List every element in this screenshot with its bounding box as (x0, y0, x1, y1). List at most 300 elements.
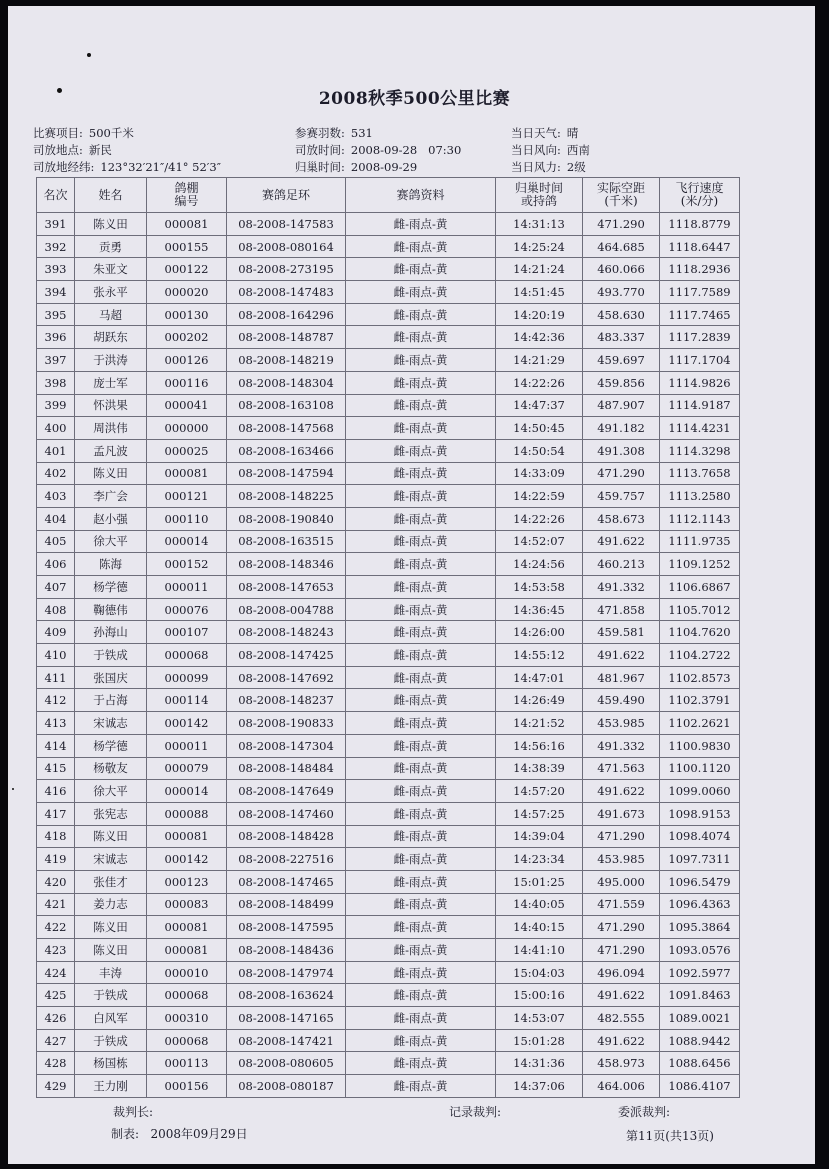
table-cell: 1118.2936 (660, 258, 740, 281)
table-cell: 000155 (147, 235, 227, 258)
table-cell: 459.856 (583, 371, 660, 394)
table-cell: 14:31:13 (496, 213, 583, 236)
table-cell: 000081 (147, 916, 227, 939)
table-cell: 14:23:34 (496, 848, 583, 871)
release-time-value: 2008-09-28 07:30 (350, 143, 462, 157)
table-cell: 408 (37, 598, 75, 621)
table-cell: 雌-雨点-黄 (346, 712, 496, 735)
table-cell: 14:21:24 (496, 258, 583, 281)
table-cell: 1086.4107 (660, 1075, 740, 1098)
table-cell: 460.066 (583, 258, 660, 281)
table-cell: 406 (37, 553, 75, 576)
table-cell: 1114.9187 (660, 394, 740, 417)
table-cell: 471.290 (583, 939, 660, 962)
table-cell: 427 (37, 1029, 75, 1052)
table-cell: 407 (37, 576, 75, 599)
table-cell: 1096.4363 (660, 893, 740, 916)
table-cell: 391 (37, 213, 75, 236)
table-cell: 000068 (147, 644, 227, 667)
table-cell: 000020 (147, 281, 227, 304)
table-cell: 于占海 (75, 689, 147, 712)
table-cell: 雌-雨点-黄 (346, 213, 496, 236)
table-cell: 000081 (147, 213, 227, 236)
table-cell: 000202 (147, 326, 227, 349)
wind-force-label: 当日风力: (511, 160, 561, 174)
assigned-judge-label: 委派裁判: (618, 1105, 671, 1119)
table-cell: 雌-雨点-黄 (346, 961, 496, 984)
table-row (37, 553, 740, 576)
prepared-date: 2008年09月29日 (150, 1127, 248, 1141)
release-time-info (295, 142, 461, 158)
table-cell: 000076 (147, 598, 227, 621)
table-cell: 15:01:25 (496, 870, 583, 893)
table-cell: 405 (37, 530, 75, 553)
table-cell: 1102.3791 (660, 689, 740, 712)
table-cell: 雌-雨点-黄 (346, 621, 496, 644)
table-cell: 朱亚文 (75, 258, 147, 281)
table-cell: 雌-雨点-黄 (346, 984, 496, 1007)
table-row (37, 485, 740, 508)
wind-dir-label: 当日风向: (511, 143, 561, 157)
table-cell: 14:25:24 (496, 235, 583, 258)
table-cell: 14:20:19 (496, 303, 583, 326)
table-row (37, 394, 740, 417)
column-header: 赛鸽足环 (227, 178, 346, 213)
table-cell: 雌-雨点-黄 (346, 1075, 496, 1098)
table-row (37, 371, 740, 394)
table-cell: 于铁成 (75, 644, 147, 667)
count-value: 531 (350, 126, 373, 140)
table-cell: 孟凡波 (75, 439, 147, 462)
table-cell: 鞠德伟 (75, 598, 147, 621)
table-cell: 雌-雨点-黄 (346, 553, 496, 576)
table-cell: 张国庆 (75, 666, 147, 689)
table-cell: 459.581 (583, 621, 660, 644)
table-cell: 460.213 (583, 553, 660, 576)
table-cell: 483.337 (583, 326, 660, 349)
table-cell: 14:52:07 (496, 530, 583, 553)
table-cell: 000130 (147, 303, 227, 326)
table-cell: 471.559 (583, 893, 660, 916)
table-cell: 08-2008-147583 (227, 213, 346, 236)
table-cell: 雌-雨点-黄 (346, 530, 496, 553)
table-row (37, 507, 740, 530)
table-cell: 000142 (147, 712, 227, 735)
table-cell: 雌-雨点-黄 (346, 371, 496, 394)
table-cell: 459.757 (583, 485, 660, 508)
table-cell: 393 (37, 258, 75, 281)
table-cell: 399 (37, 394, 75, 417)
speck-mark (12, 788, 14, 790)
table-cell: 491.622 (583, 530, 660, 553)
table-row (37, 780, 740, 803)
speck-mark (87, 53, 91, 57)
table-row (37, 916, 740, 939)
release-time-label: 司放时间: (295, 143, 345, 157)
table-cell: 000010 (147, 961, 227, 984)
table-cell: 怀洪果 (75, 394, 147, 417)
table-cell: 401 (37, 439, 75, 462)
table-cell: 雌-雨点-黄 (346, 757, 496, 780)
table-cell: 410 (37, 644, 75, 667)
table-cell: 08-2008-147594 (227, 462, 346, 485)
table-cell: 张永平 (75, 281, 147, 304)
column-header: 名次 (37, 178, 75, 213)
table-cell: 雌-雨点-黄 (346, 326, 496, 349)
table-row (37, 848, 740, 871)
table-cell: 421 (37, 893, 75, 916)
table-cell: 000152 (147, 553, 227, 576)
table-row (37, 893, 740, 916)
table-cell: 000122 (147, 258, 227, 281)
weather-value: 晴 (566, 126, 579, 140)
event-label: 比赛项目: (33, 126, 83, 140)
table-cell: 1117.1704 (660, 349, 740, 372)
table-cell: 08-2008-148484 (227, 757, 346, 780)
table-cell: 1100.9830 (660, 734, 740, 757)
table-cell: 14:39:04 (496, 825, 583, 848)
table-cell: 1114.3298 (660, 439, 740, 462)
table-cell: 416 (37, 780, 75, 803)
return-time-label: 归巢时间: (295, 160, 345, 174)
table-cell: 徐大平 (75, 530, 147, 553)
table-cell: 471.290 (583, 213, 660, 236)
table-cell: 14:51:45 (496, 281, 583, 304)
table-cell: 宋诚志 (75, 848, 147, 871)
table-cell: 雌-雨点-黄 (346, 689, 496, 712)
table-cell: 14:56:16 (496, 734, 583, 757)
table-cell: 000081 (147, 939, 227, 962)
table-cell: 000088 (147, 802, 227, 825)
table-cell: 08-2008-148237 (227, 689, 346, 712)
table-cell: 400 (37, 417, 75, 440)
table-cell: 1118.6447 (660, 235, 740, 258)
table-cell: 415 (37, 757, 75, 780)
table-cell: 481.967 (583, 666, 660, 689)
table-cell: 14:41:10 (496, 939, 583, 962)
table-cell: 1118.8779 (660, 213, 740, 236)
table-header-row (37, 178, 740, 213)
table-cell: 000025 (147, 439, 227, 462)
table-cell: 418 (37, 825, 75, 848)
weather-info (511, 125, 578, 141)
record-judge-label: 记录裁判: (449, 1105, 502, 1119)
table-cell: 000000 (147, 417, 227, 440)
table-cell: 雌-雨点-黄 (346, 303, 496, 326)
table-cell: 14:50:45 (496, 417, 583, 440)
table-cell: 08-2008-147421 (227, 1029, 346, 1052)
table-cell: 杨学德 (75, 734, 147, 757)
return-time-value: 2008-09-29 (350, 160, 418, 174)
table-cell: 000121 (147, 485, 227, 508)
table-cell: 000081 (147, 825, 227, 848)
table-cell: 412 (37, 689, 75, 712)
table-cell: 雌-雨点-黄 (346, 916, 496, 939)
table-row (37, 961, 740, 984)
page-info: 第11页(共13页) (626, 1129, 714, 1143)
table-cell: 458.673 (583, 507, 660, 530)
table-row (37, 1075, 740, 1098)
release-place-label: 司放地点: (33, 143, 83, 157)
table-cell: 1102.8573 (660, 666, 740, 689)
table-cell: 398 (37, 371, 75, 394)
table-cell: 409 (37, 621, 75, 644)
table-cell: 000081 (147, 462, 227, 485)
table-cell: 周洪伟 (75, 417, 147, 440)
event-value: 500千米 (88, 126, 134, 140)
table-cell: 08-2008-148304 (227, 371, 346, 394)
table-cell: 471.290 (583, 462, 660, 485)
table-cell: 1113.7658 (660, 462, 740, 485)
table-row (37, 644, 740, 667)
table-cell: 000014 (147, 780, 227, 803)
table-cell: 08-2008-004788 (227, 598, 346, 621)
return-time-info (295, 159, 417, 175)
table-cell: 雌-雨点-黄 (346, 825, 496, 848)
results-table (36, 177, 740, 1098)
table-cell: 陈义田 (75, 213, 147, 236)
release-place-info (33, 142, 112, 158)
table-row (37, 439, 740, 462)
table-row (37, 802, 740, 825)
table-cell: 14:22:26 (496, 371, 583, 394)
table-cell: 08-2008-163624 (227, 984, 346, 1007)
table-cell: 08-2008-147974 (227, 961, 346, 984)
table-cell: 491.332 (583, 734, 660, 757)
table-body (37, 213, 740, 1098)
table-cell: 08-2008-147465 (227, 870, 346, 893)
table-row (37, 417, 740, 440)
table-cell: 14:50:54 (496, 439, 583, 462)
table-cell: 000114 (147, 689, 227, 712)
table-cell: 000083 (147, 893, 227, 916)
table-cell: 14:55:12 (496, 644, 583, 667)
chief-judge-label: 裁判长: (113, 1105, 154, 1119)
table-row (37, 1007, 740, 1030)
table-row (37, 598, 740, 621)
coords-info (33, 159, 221, 175)
table-cell: 426 (37, 1007, 75, 1030)
table-cell: 453.985 (583, 848, 660, 871)
table-cell: 14:42:36 (496, 326, 583, 349)
table-cell: 雌-雨点-黄 (346, 870, 496, 893)
table-cell: 000113 (147, 1052, 227, 1075)
table-cell: 杨国栋 (75, 1052, 147, 1075)
coords-value: 123°32′21″/41° 52′3″ (100, 160, 222, 174)
table-cell: 396 (37, 326, 75, 349)
column-header: 鸽棚 编号 (147, 178, 227, 213)
table-row (37, 258, 740, 281)
column-header: 飞行速度 (米/分) (660, 178, 740, 213)
weather-label: 当日天气: (511, 126, 561, 140)
table-cell: 雌-雨点-黄 (346, 644, 496, 667)
table-cell: 491.332 (583, 576, 660, 599)
table-cell: 张宪志 (75, 802, 147, 825)
table-row (37, 1052, 740, 1075)
table-cell: 000110 (147, 507, 227, 530)
table-cell: 14:33:09 (496, 462, 583, 485)
table-cell: 雌-雨点-黄 (346, 893, 496, 916)
table-row (37, 462, 740, 485)
table-cell: 1102.2621 (660, 712, 740, 735)
table-cell: 000014 (147, 530, 227, 553)
table-cell: 424 (37, 961, 75, 984)
count-label: 参赛羽数: (295, 126, 345, 140)
table-cell: 14:37:06 (496, 1075, 583, 1098)
table-cell: 1106.6867 (660, 576, 740, 599)
table-cell: 15:01:28 (496, 1029, 583, 1052)
table-cell: 000156 (147, 1075, 227, 1098)
table-cell: 1111.9735 (660, 530, 740, 553)
table-row (37, 235, 740, 258)
wind-force-info (511, 159, 586, 175)
table-cell: 15:00:16 (496, 984, 583, 1007)
table-cell: 14:24:56 (496, 553, 583, 576)
table-cell: 08-2008-148346 (227, 553, 346, 576)
table-row (37, 303, 740, 326)
table-cell: 贡勇 (75, 235, 147, 258)
table-cell: 李广会 (75, 485, 147, 508)
table-cell: 395 (37, 303, 75, 326)
table-cell: 雌-雨点-黄 (346, 1029, 496, 1052)
table-cell: 000079 (147, 757, 227, 780)
table-cell: 413 (37, 712, 75, 735)
table-cell: 08-2008-148499 (227, 893, 346, 916)
table-cell: 雌-雨点-黄 (346, 417, 496, 440)
table-row (37, 621, 740, 644)
table-cell: 000107 (147, 621, 227, 644)
table-cell: 394 (37, 281, 75, 304)
table-cell: 张佳才 (75, 870, 147, 893)
table-cell: 白风军 (75, 1007, 147, 1030)
table-cell: 1104.7620 (660, 621, 740, 644)
table-row (37, 825, 740, 848)
table-cell: 姜力志 (75, 893, 147, 916)
table-cell: 08-2008-148219 (227, 349, 346, 372)
table-cell: 08-2008-148225 (227, 485, 346, 508)
table-cell: 471.290 (583, 916, 660, 939)
table-cell: 08-2008-147425 (227, 644, 346, 667)
table-cell: 雌-雨点-黄 (346, 802, 496, 825)
table-cell: 胡跃东 (75, 326, 147, 349)
table-cell: 471.290 (583, 825, 660, 848)
table-cell: 471.858 (583, 598, 660, 621)
table-cell: 14:21:52 (496, 712, 583, 735)
table-row (37, 757, 740, 780)
table-cell: 雌-雨点-黄 (346, 848, 496, 871)
coords-label: 司放地经纬: (33, 160, 95, 174)
table-cell: 雌-雨点-黄 (346, 1007, 496, 1030)
table-cell: 1091.8463 (660, 984, 740, 1007)
table-cell: 459.490 (583, 689, 660, 712)
table-cell: 453.985 (583, 712, 660, 735)
table-cell: 482.555 (583, 1007, 660, 1030)
table-cell: 08-2008-080164 (227, 235, 346, 258)
table-cell: 08-2008-147304 (227, 734, 346, 757)
table-row (37, 576, 740, 599)
table-cell: 14:26:00 (496, 621, 583, 644)
table-row (37, 213, 740, 236)
table-cell: 491.622 (583, 780, 660, 803)
table-cell: 14:47:37 (496, 394, 583, 417)
table-cell: 陈义田 (75, 825, 147, 848)
table-cell: 1114.9826 (660, 371, 740, 394)
table-row (37, 326, 740, 349)
table-cell: 08-2008-273195 (227, 258, 346, 281)
table-cell: 14:38:39 (496, 757, 583, 780)
table-cell: 08-2008-227516 (227, 848, 346, 871)
table-cell: 14:57:25 (496, 802, 583, 825)
table-cell: 14:40:05 (496, 893, 583, 916)
release-place-value: 新民 (88, 143, 112, 157)
table-cell: 397 (37, 349, 75, 372)
table-cell: 14:53:07 (496, 1007, 583, 1030)
table-cell: 420 (37, 870, 75, 893)
table-cell: 495.000 (583, 870, 660, 893)
table-cell: 1098.4074 (660, 825, 740, 848)
table-cell: 陈义田 (75, 462, 147, 485)
table-cell: 000142 (147, 848, 227, 871)
table-cell: 1100.1120 (660, 757, 740, 780)
table-cell: 08-2008-147595 (227, 916, 346, 939)
table-cell: 杨学德 (75, 576, 147, 599)
table-cell: 马超 (75, 303, 147, 326)
table-cell: 08-2008-147460 (227, 802, 346, 825)
table-cell: 雌-雨点-黄 (346, 507, 496, 530)
table-cell: 雌-雨点-黄 (346, 439, 496, 462)
table-cell: 宋诚志 (75, 712, 147, 735)
table-cell: 08-2008-164296 (227, 303, 346, 326)
wind-dir-value: 西南 (566, 143, 590, 157)
table-cell: 1097.7311 (660, 848, 740, 871)
table-cell: 1096.5479 (660, 870, 740, 893)
table-cell: 14:26:49 (496, 689, 583, 712)
table-cell: 411 (37, 666, 75, 689)
table-cell: 王力刚 (75, 1075, 147, 1098)
table-cell: 458.973 (583, 1052, 660, 1075)
table-cell: 1095.3864 (660, 916, 740, 939)
table-cell: 08-2008-080187 (227, 1075, 346, 1098)
table-cell: 08-2008-147653 (227, 576, 346, 599)
table-cell: 庞士军 (75, 371, 147, 394)
table-cell: 000011 (147, 734, 227, 757)
table-cell: 于铁成 (75, 1029, 147, 1052)
table-cell: 雌-雨点-黄 (346, 1052, 496, 1075)
table-cell: 08-2008-080605 (227, 1052, 346, 1075)
table-cell: 402 (37, 462, 75, 485)
table-cell: 08-2008-147165 (227, 1007, 346, 1030)
table-cell: 雌-雨点-黄 (346, 349, 496, 372)
table-cell: 14:31:36 (496, 1052, 583, 1075)
table-cell: 08-2008-147483 (227, 281, 346, 304)
table-cell: 000123 (147, 870, 227, 893)
table-cell: 08-2008-148436 (227, 939, 346, 962)
table-cell: 1092.5977 (660, 961, 740, 984)
table-cell: 14:47:01 (496, 666, 583, 689)
column-header: 姓名 (75, 178, 147, 213)
table-row (37, 712, 740, 735)
table-cell: 雌-雨点-黄 (346, 281, 496, 304)
table-row (37, 734, 740, 757)
table-cell: 14:57:20 (496, 780, 583, 803)
table-cell: 1088.6456 (660, 1052, 740, 1075)
table-cell: 404 (37, 507, 75, 530)
wind-force-value: 2级 (566, 160, 586, 174)
table-cell: 422 (37, 916, 75, 939)
table-cell: 于铁成 (75, 984, 147, 1007)
table-row (37, 870, 740, 893)
count-info (295, 125, 373, 141)
